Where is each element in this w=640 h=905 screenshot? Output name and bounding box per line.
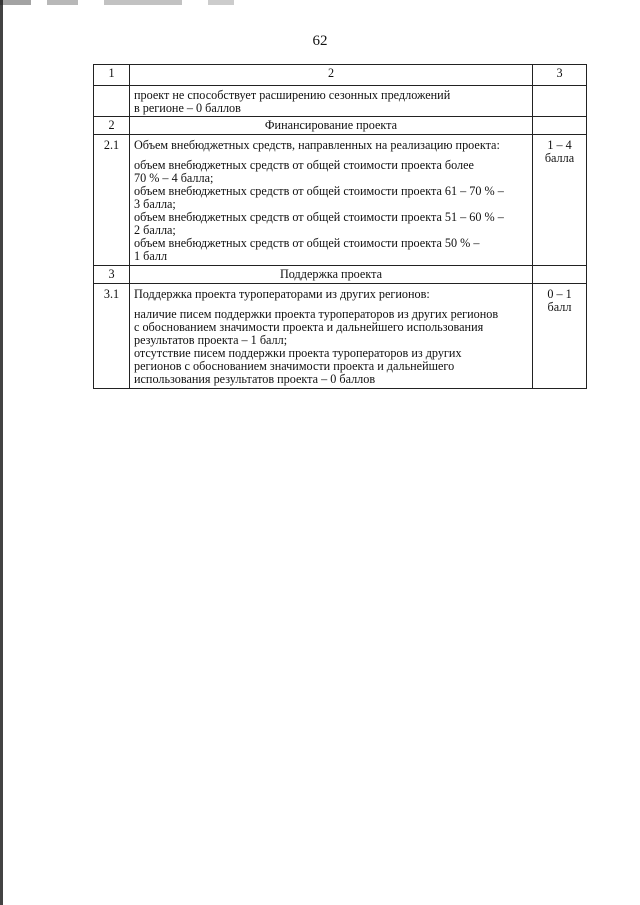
section-2-number: 2 [94,117,130,135]
item-2-1-lead: Объем внебюджетных средств, направленных на реализацию проекта: [134,138,500,152]
header-col-1: 1 [94,65,130,86]
section-3-score-cell [533,266,587,284]
section-2-title: Финансирование проекта [130,117,533,135]
item-3-1-score-range: 0 – 1 [547,287,572,301]
item-row-3-1 [94,284,587,389]
item-3-1-number: 3.1 [94,284,130,389]
item-3-1-line: отсутствие писем поддержки проекта туроператоров из других [134,346,462,360]
continuation-line-2: в регионе – 0 баллов [134,101,241,115]
item-2-1-score-unit: балла [544,151,575,165]
item-3-1-lead: Поддержка проекта туроператорами из других регионов: [134,287,430,301]
section-3-number: 3 [94,266,130,284]
page-number: 62 [312,33,328,49]
item-2-1-number: 2.1 [94,135,130,266]
continuation-row [94,86,587,117]
item-2-1-line: 1 балл [134,249,168,263]
item-row-2-1 [94,135,587,266]
scan-artifact-top [0,0,260,5]
item-3-1-line: наличие писем поддержки проекта туроператоров из других регионов [134,307,499,321]
item-3-1-score-unit: балл [547,300,572,314]
continuation-score-cell [533,86,587,117]
item-2-1-line: объем внебюджетных средств от общей стоимости проекта 51 – 60 % – [134,210,504,224]
section-3-title: Поддержка проекта [130,266,533,284]
criteria-table [93,64,587,389]
continuation-line-1: проект не способствует расширению сезонных предложений [134,88,451,102]
item-2-1-line: 3 балла; [134,197,176,211]
item-3-1-score [533,284,587,389]
section-row-3 [94,266,587,284]
header-col-3: 3 [533,65,587,86]
scan-artifact-left-edge [0,0,3,905]
item-3-1-line: результатов проекта – 1 балл; [134,333,288,347]
item-2-1-score-range: 1 – 4 [547,138,572,152]
item-2-1-line: объем внебюджетных средств от общей стоимости проекта 61 – 70 % – [134,184,504,198]
item-2-1-text [130,135,533,266]
item-2-1-line: объем внебюджетных средств от общей стоимости проекта 50 % – [134,236,480,250]
item-3-1-line: регионов с обоснованием значимости проекта и дальнейшего [134,359,455,373]
section-row-2 [94,117,587,135]
table-header-row [94,65,587,86]
item-2-1-line: 70 % – 4 балла; [134,171,214,185]
section-2-score-cell [533,117,587,135]
item-2-1-line: объем внебюджетных средств от общей стоимости проекта более [134,158,474,172]
continuation-num-cell [94,86,130,117]
item-2-1-line: 2 балла; [134,223,176,237]
item-3-1-line: использования результатов проекта – 0 баллов [134,372,376,386]
continuation-text-cell [130,86,533,117]
item-3-1-line: с обоснованием значимости проекта и дальнейшего использования [134,320,484,334]
item-2-1-score [533,135,587,266]
header-col-2: 2 [130,65,533,86]
item-3-1-text [130,284,533,389]
